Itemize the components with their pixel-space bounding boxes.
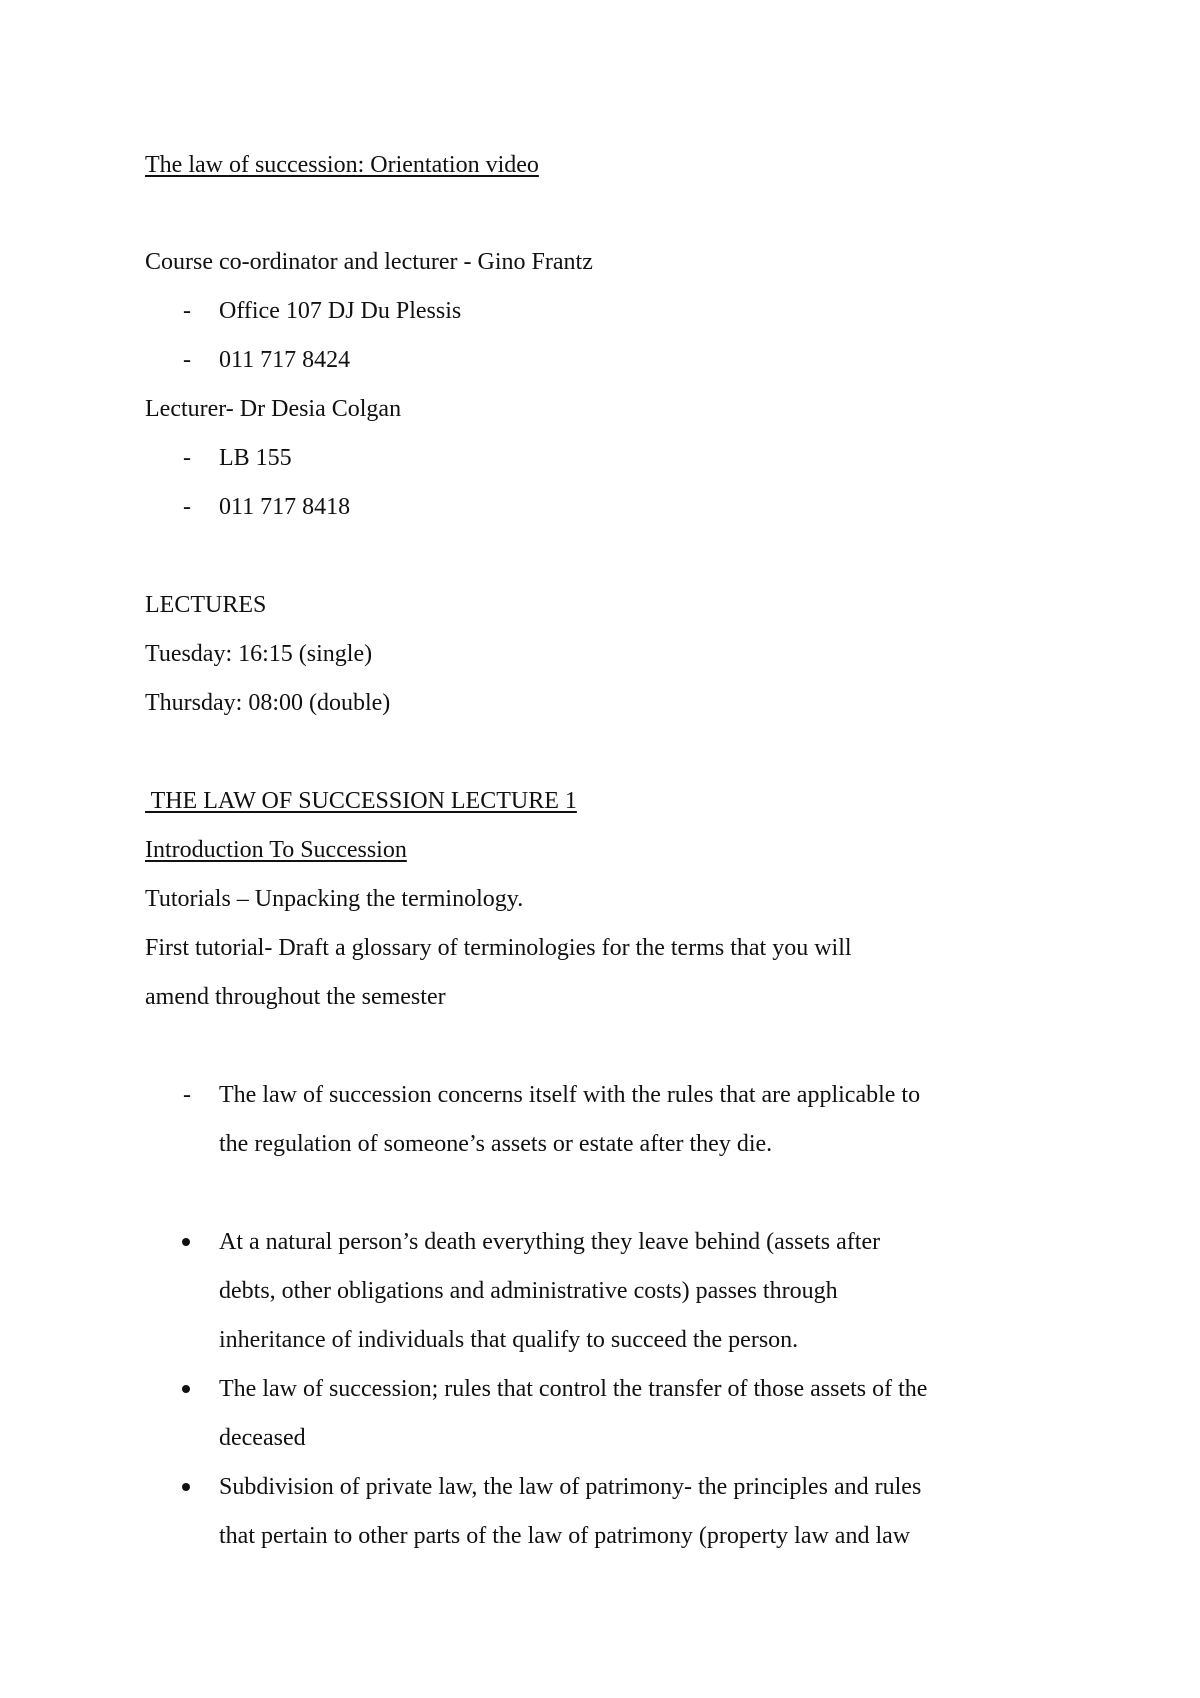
bullet-2-line-1: The law of succession; rules that control the transfer of those assets of the — [219, 1376, 928, 1402]
dash-point-line-2: the regulation of someone’s assets or estate after they die. — [219, 1131, 773, 1157]
lectures-heading: LECTURES — [145, 592, 267, 618]
lecture-time-thursday: Thursday: 08:00 (double) — [145, 690, 391, 716]
bullet-1-line-3: inheritance of individuals that qualify to succeed the person. — [219, 1327, 799, 1353]
tutorials-line: Tutorials – Unpacking the terminology. — [145, 886, 524, 912]
lecturer-office: LB 155 — [219, 445, 292, 471]
bullet-dot-icon — [182, 1483, 190, 1491]
bullet-dot-icon — [182, 1385, 190, 1393]
bullet-3-line-2: that pertain to other parts of the law of patrimony (property law and law — [219, 1523, 911, 1549]
bullet-dot-icon — [182, 1238, 190, 1246]
lecturer-heading: Lecturer- Dr Desia Colgan — [145, 396, 402, 422]
bullet-2-line-2: deceased — [219, 1425, 306, 1451]
dash-marker: - — [183, 1082, 191, 1108]
bullet-1-line-2: debts, other obligations and administrative costs) passes through — [219, 1278, 838, 1304]
bullet-1-line-1: At a natural person’s death everything they leave behind (assets after — [219, 1229, 881, 1255]
dash-marker: - — [183, 494, 191, 520]
first-tutorial-line-2: amend throughout the semester — [145, 984, 446, 1010]
lecture-time-tuesday: Tuesday: 16:15 (single) — [145, 641, 373, 667]
coordinator-heading: Course co-ordinator and lecturer - Gino Frantz — [145, 249, 593, 275]
lecturer-phone: 011 717 8418 — [219, 494, 351, 520]
lecture1-subheading: Introduction To Succession — [145, 837, 407, 863]
coordinator-phone: 011 717 8424 — [219, 347, 351, 373]
first-tutorial-line-1: First tutorial- Draft a glossary of terminologies for the terms that you will — [145, 935, 852, 961]
dash-point-line-1: The law of succession concerns itself with the rules that are applicable to — [219, 1082, 921, 1108]
dash-marker: - — [183, 298, 191, 324]
lecture1-heading: THE LAW OF SUCCESSION LECTURE 1 — [145, 788, 577, 814]
bullet-3-line-1: Subdivision of private law, the law of patrimony- the principles and rules — [219, 1474, 922, 1500]
dash-marker: - — [183, 347, 191, 373]
coordinator-office: Office 107 DJ Du Plessis — [219, 298, 462, 324]
document-title: The law of succession: Orientation video — [145, 152, 539, 178]
dash-marker: - — [183, 445, 191, 471]
